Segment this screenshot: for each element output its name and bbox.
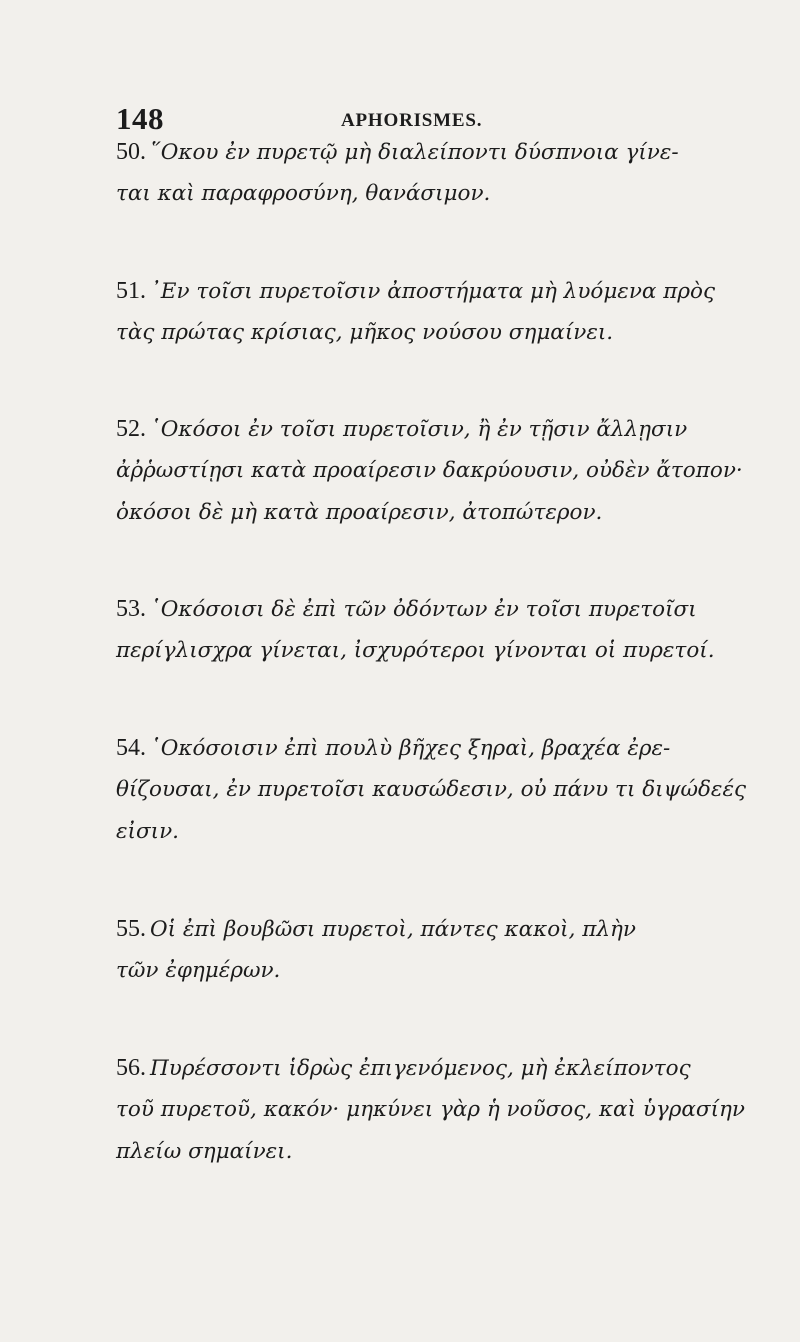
- aphorism-54: [116, 727, 747, 853]
- aphorism-line: [116, 727, 716, 769]
- aphorism-line: ὁκόσοι δὲ μὴ κατὰ προαίρεσιν, ἀτοπώτερον.: [116, 500, 603, 525]
- aphorism-50: [116, 131, 716, 215]
- aphorism-line: [116, 588, 716, 630]
- aphorism-number: 56.: [116, 1055, 146, 1081]
- aphorism-number: 51.: [116, 278, 146, 304]
- aphorism-51: [116, 270, 716, 354]
- aphorism-line: [116, 131, 716, 173]
- aphorism-number: 50.: [116, 139, 146, 165]
- aphorism-text: ῾Οκόσοι ἐν τοῖσι πυρετοῖσιν, ἢ ἐν τῇσιν ἄλλῃσιν: [150, 417, 688, 442]
- aphorism-line: [116, 1047, 716, 1089]
- aphorism-number: 53.: [116, 596, 146, 622]
- aphorism-line: [116, 908, 716, 950]
- aphorism-text: ᾿Εν τοῖσι πυρετοῖσιν ἀποστήματα μὴ λυόμενα πρὸς: [150, 279, 716, 304]
- aphorism-55: [116, 908, 716, 992]
- aphorism-text: Οἱ ἐπὶ βουβῶσι πυρετοὶ, πάντες κακοὶ, πλὴν: [150, 917, 636, 942]
- aphorism-number: 54.: [116, 735, 146, 761]
- aphorism-line: εἰσιν.: [116, 819, 179, 844]
- aphorism-line: τοῦ πυρετοῦ, κακόν· μηκύνει γὰρ ἡ νοῦσος, καὶ ὑγρασίην: [116, 1097, 745, 1122]
- aphorism-53: [116, 588, 716, 672]
- aphorism-line: [116, 270, 716, 312]
- aphorism-text: Πυρέσσοντι ἱδρὼς ἐπιγενόμενος, μὴ ἐκλείποντος: [150, 1056, 691, 1081]
- aphorism-line: τὰς πρώτας κρίσιας, μῆκος νούσου σημαίνει.: [116, 320, 614, 345]
- aphorism-line: ται καὶ παραφροσύνη, θανάσιμον.: [116, 181, 491, 206]
- aphorism-text: ῞Οκου ἐν πυρετῷ μὴ διαλείποντι δύσπνοια γίνε-: [150, 140, 679, 165]
- aphorism-line: θίζουσαι, ἐν πυρετοῖσι καυσώδεσιν, οὐ πάνυ τι διψώδεές: [116, 777, 747, 802]
- aphorism-line: [116, 408, 716, 450]
- aphorism-text: ῾Οκόσοισι δὲ ἐπὶ τῶν ὀδόντων ἐν τοῖσι πυρετοῖσι: [150, 597, 697, 622]
- aphorism-52: [116, 408, 743, 534]
- aphorism-line: περίγλισχρα γίνεται, ἰσχυρότεροι γίνονται οἱ πυρετοί.: [116, 638, 715, 663]
- aphorism-56: [116, 1047, 745, 1173]
- aphorism-text: ῾Οκόσοισιν ἐπὶ πουλὺ βῆχες ξηραὶ, βραχέα ἐρε-: [150, 736, 671, 761]
- running-head: APHORISMES.: [341, 110, 483, 131]
- aphorism-number: 52.: [116, 416, 146, 442]
- page-number: 148: [116, 101, 164, 136]
- aphorism-number: 55.: [116, 916, 146, 942]
- aphorism-line: ἀῤῥωστίῃσι κατὰ προαίρεσιν δακρύουσιν, οὐδὲν ἄτοπον·: [116, 458, 743, 483]
- aphorism-line: τῶν ἐφημέρων.: [116, 958, 281, 983]
- aphorism-line: πλείω σημαίνει.: [116, 1139, 293, 1164]
